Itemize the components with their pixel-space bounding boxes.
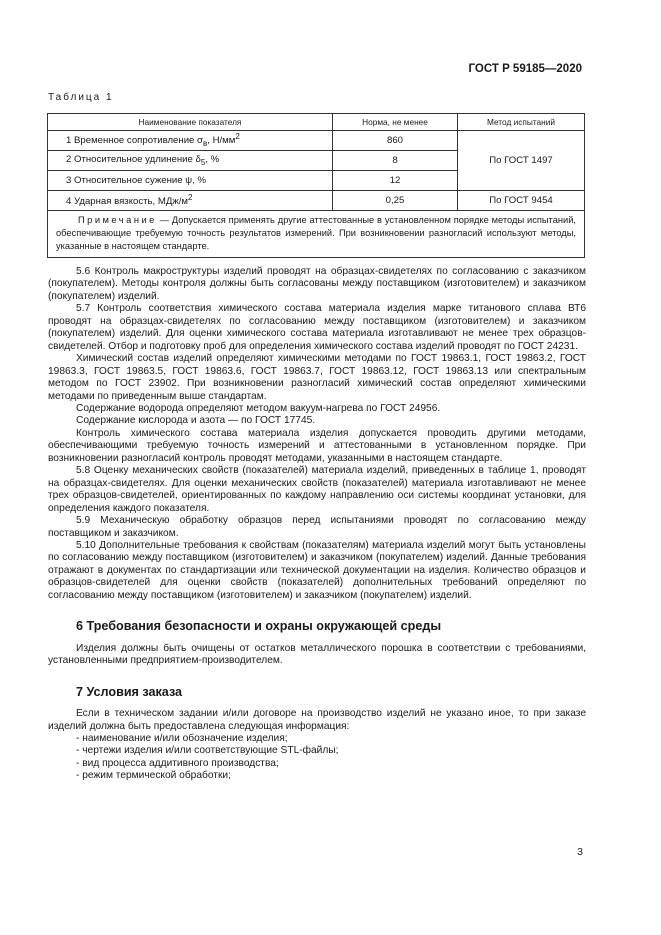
list-item: - чертежи изделия и/или соответствующие STL-файлы; [76,745,339,757]
paragraph: Химический состав изделий определяют химическими методами по ГОСТ 19863.1, ГОСТ 19863.2, ГОСТ 19863.3, ГОСТ 19863.5, ГОСТ 19863.6, ГОСТ 19863.7, ГОСТ 19863.12, ГОСТ 19863.13 или спектральным методом по ГОСТ 23902. При возникновении разногласий химический состав определяют химическими методами по приведенным выше стандартам. [48,353,586,402]
header-norm: Норма, не менее [333,114,458,131]
section-6-text: Изделия должны быть очищены от остатков металлического порошка в соответствии с требованиями, установленными предприятием-производителем. [48,642,586,667]
table-caption: Таблица 1 [48,92,114,103]
paragraph: 5.10 Дополнительные требования к свойствам (показателям) материала изделий могут быть установлены по согласованию между поставщиком (изготовителем) и заказчиком (покупателем) изделий. Данные требования отражают в документах по стандартизации или технической документации на изделия. Количество образцов и образцов-свидетелей для оценки свойств (показателей) дополнительных требований определяют по согласованию между поставщиком (изготовителем) и заказчиком (покупателем) изделий. [48,539,586,601]
document-number: ГОСТ Р 59185—2020 [468,63,582,75]
paragraph: 5.8 Оценку механических свойств (показателей) материала изделий, приведенных в таблице 1, проводят на образцах-свидетелях. Для оценки механических свойств (показателей) материала изготавливают не менее трех образцов-свидетелей, ориентированных по каждому направлению оси системы координат установки, для определения каждого показателя. [48,465,586,514]
properties-table [47,113,585,258]
list-item: - режим термической обработки; [76,770,231,782]
list-item: - вид процесса аддитивного производства; [76,757,279,769]
header-indicator: Наименование показателя [48,114,333,131]
paragraph: Содержание водорода определяют методом вакуум-нагрева по ГОСТ 24956. [76,402,441,414]
row-value: 8 [333,151,458,171]
table-row [48,131,585,151]
page-number: 3 [577,846,583,858]
list-item: - наименование и/или обозначение изделия; [76,732,288,744]
row-name: 2 Относительное удлинение $\delta_5$, % [48,151,333,171]
document-body [48,266,586,783]
note-text: — Допускается применять другие аттестованные в установленном порядке методы испытаний, обеспечивающие требуемую точность результатов измерений. При возникновении разногласий используют методы, указанные в настоящем стандарте. [56,215,576,251]
table-note [48,211,585,258]
row-name: 1 Временное сопротивление $\sigma_в$, $Н/мм^2$ [48,131,333,151]
table-note-row [48,211,585,258]
paragraph: Содержание кислорода и азота — по ГОСТ 17745. [76,415,316,427]
row-value: 12 [333,171,458,191]
table-row [48,191,585,211]
section-6-title: 6 Требования безопасности и охраны окружающей среды [76,619,442,634]
paragraph: 5.9 Механическую обработку образцов перед испытаниями проводят по согласованию между поставщиком и заказчиком. [48,515,586,539]
header-method: Метод испытаний [458,114,585,131]
table-header-row [48,114,585,131]
method-cell: По ГОСТ 9454 [458,191,585,211]
note-title: Примечание [78,215,157,225]
row-name: 3 Относительное сужение ψ, % [48,171,333,191]
section-7-title: 7 Условия заказа [76,684,183,699]
row-value: 860 [333,131,458,151]
method-cell: По ГОСТ 1497 [458,131,585,191]
row-name: 4 Ударная вязкость, МДж/$м^2$ [48,191,333,211]
section-7-intro: Если в техническом задании и/или договоре на производство изделий не указано иное, то при заказе изделий должна быть предоставлена следующая информация: [48,708,586,732]
row-value: 0,25 [333,191,458,211]
paragraph: 5.7 Контроль соответствия химического состава материала изделия марке титанового сплава ВТ6 проводят на образцах-свидетелях по согласованию между поставщиком (изготовителем) и заказчиком (покупателем) изделий. Для оценки химического состава материала изготавливают не менее трех образцов-свидетелей. Отбор и подготовку проб для определения химического состава изделий проводят по ГОСТ 24231. [48,303,586,352]
paragraph: 5.6 Контроль макроструктуры изделий проводят на образцах-свидетелях по согласованию с заказчиком (покупателем). Методы контроля должны быть согласованы между поставщиком (изготовителем) и заказчиком (покупателем) изделий. [48,266,586,302]
paragraph: Контроль химического состава материала изделия допускается проводить другими методами, обеспечивающими требуемую точность измерений и аттестованными в установленном порядке. При возникновении разногласий контроль проводят методами, указанными в настоящем стандарте. [48,427,586,464]
